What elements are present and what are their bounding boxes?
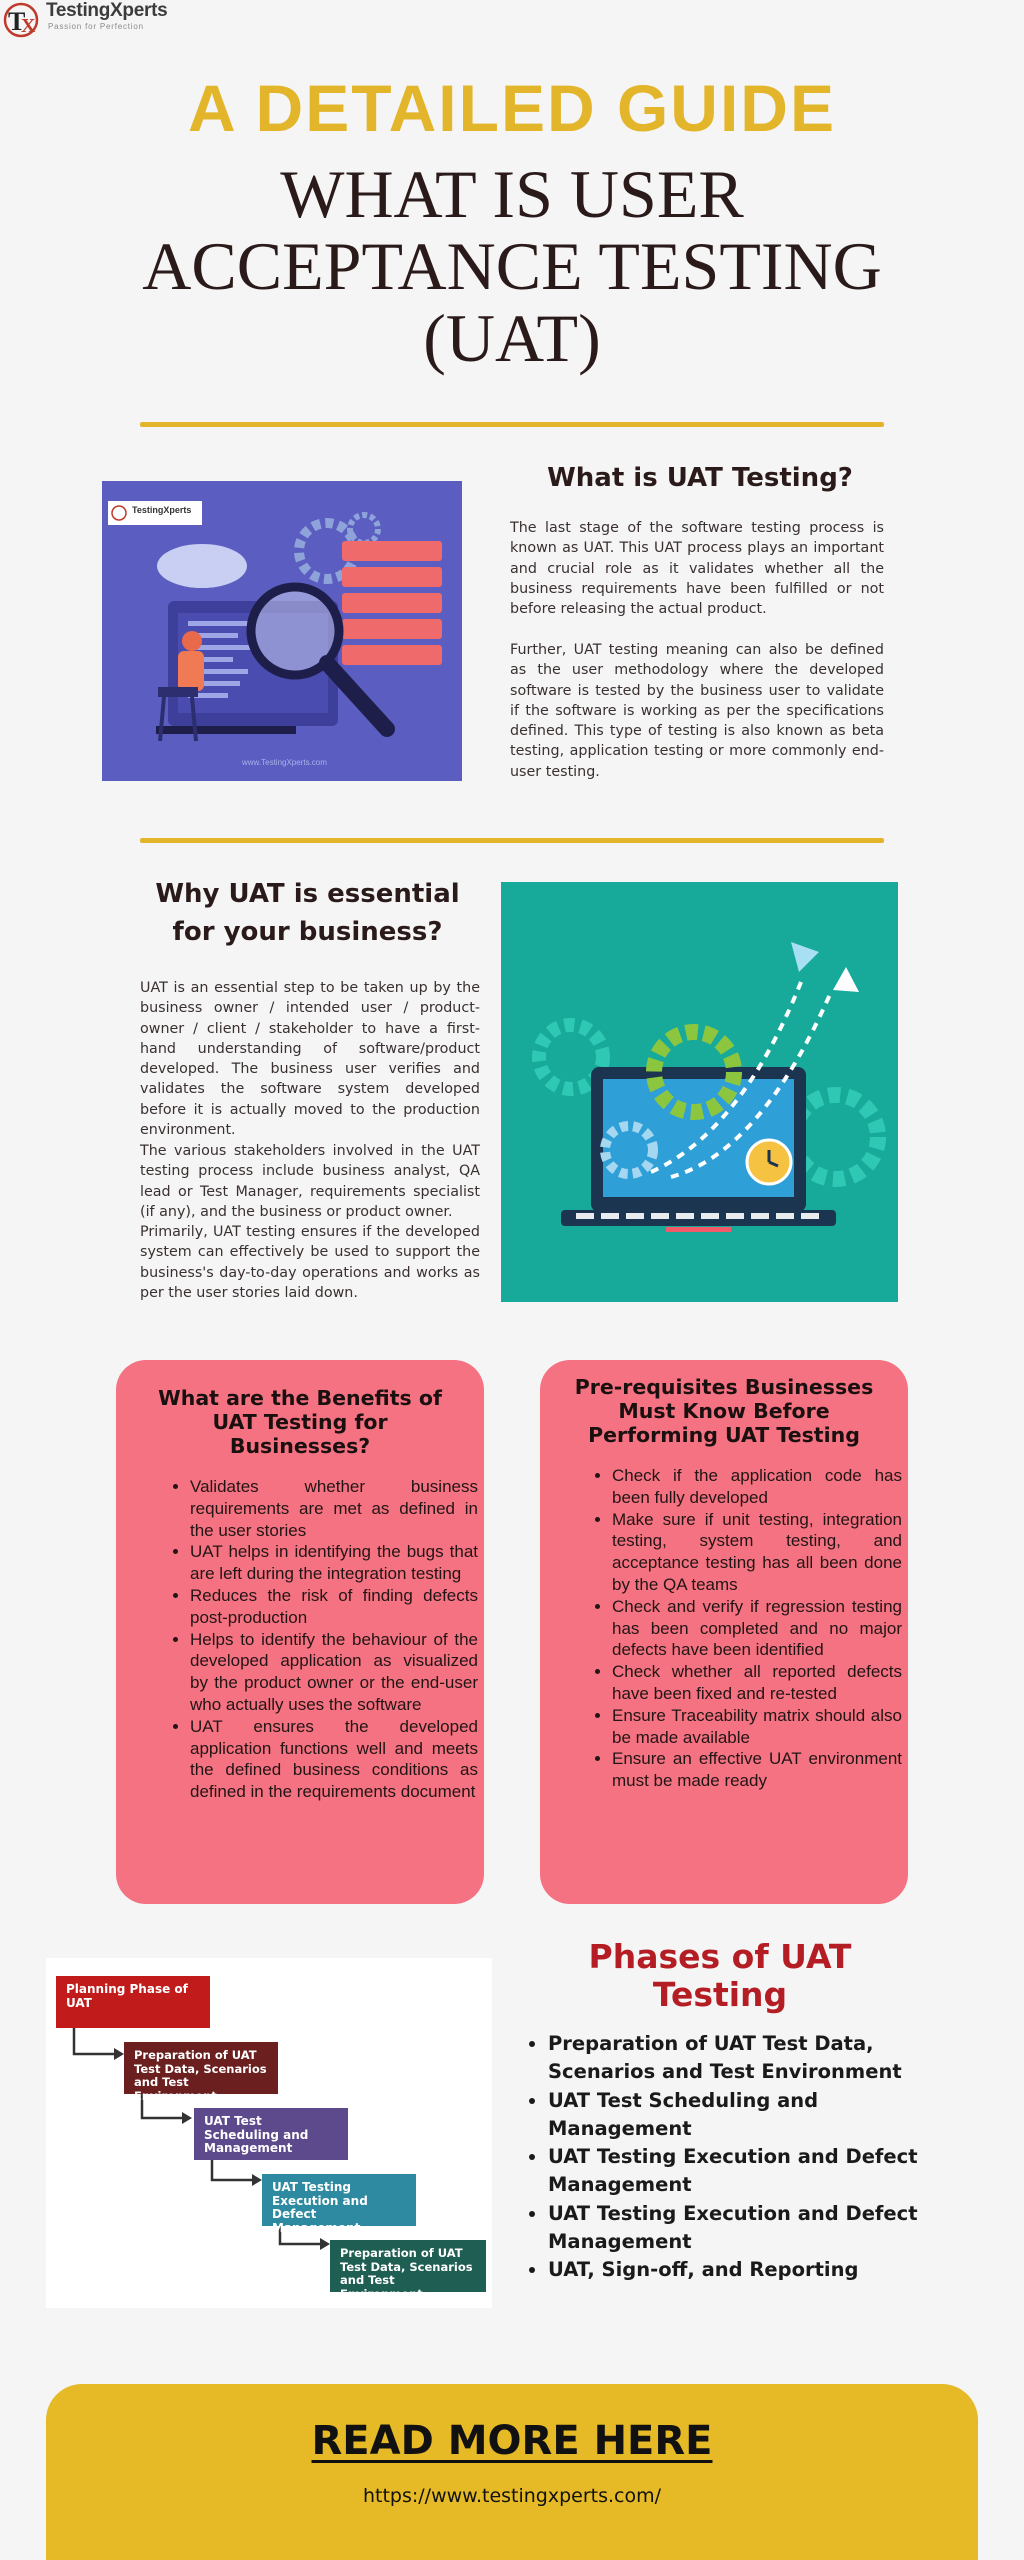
- divider: [140, 422, 884, 427]
- section1-paragraph-2: Further, UAT testing meaning can also be defined as the user methodology where the developed software is tested by the business user to validate if the software is working as per the specifications defined. This type of testing is also known as beta testing, application testing or more commonly end-user testing.: [510, 642, 884, 780]
- logo-tagline: Passion for Perfection: [48, 22, 144, 31]
- list-item: • UAT, Sign-off, and Reporting: [548, 2256, 938, 2284]
- section1-paragraph-1: The last stage of the software testing process is known as UAT. This UAT process plays an important and crucial role as it validates whether all the business requirements have been fulfilled or not before releasing the actual product.: [510, 520, 884, 618]
- list-item: • Preparation of UAT Test Data, Scenarios and Test Environment: [548, 2030, 938, 2087]
- phase-box-2: Preparation of UAT Test Data, Scenarios and Test Environment: [124, 2042, 278, 2094]
- section2-paragraph-3: Primarily, UAT testing ensures if the developed system can effectively be used to support the business's day-to-day operations and works as per the user stories laid down.: [140, 1224, 480, 1301]
- phase-box-5: Preparation of UAT Test Data, Scenarios and Test Environment: [330, 2240, 486, 2292]
- magnifier-laptop-illustration-icon: [102, 481, 462, 781]
- logo-name: TestingXperts: [46, 0, 168, 21]
- prerequisites-heading: Pre-requisites Businesses Must Know Before Performing UAT Testing: [574, 1375, 874, 1447]
- section2-paragraph-1: UAT is an essential step to be taken up by the business owner / intended user / product-owner / client / stakeholder to have a first-hand understanding of software/product developed. The business user verifies and validates the software system developed before it is actually moved to the production environment.: [140, 980, 480, 1139]
- prerequisites-list: [582, 1465, 902, 1792]
- svg-text:X: X: [21, 15, 36, 37]
- list-item: • UAT ensures the developed application functions well and meets the defined business conditions as defined in the requirements document: [190, 1716, 478, 1803]
- list-item: • Reduces the risk of finding defects post-production: [190, 1585, 478, 1629]
- list-item: • Ensure an effective UAT environment must be made ready: [612, 1748, 902, 1792]
- logo-mark-icon: [2, 1, 46, 39]
- read-more-link[interactable]: READ MORE HERE: [311, 2418, 713, 2464]
- list-item: • Ensure Traceability matrix should also be made available: [612, 1705, 902, 1749]
- phase-box-3: UAT Test Scheduling and Management: [194, 2108, 348, 2160]
- phases-heading: Phases of UAT Testing: [588, 1937, 852, 2014]
- section2-heading: Why UAT is essential for your business?: [155, 879, 460, 947]
- list-item: • Make sure if unit testing, integration testing, system testing, and acceptance testing has all been done by the QA teams: [612, 1509, 902, 1596]
- benefits-heading: What are the Benefits of UAT Testing for Businesses?: [158, 1386, 442, 1458]
- list-item: • Check whether all reported defects have been fixed and re-tested: [612, 1661, 902, 1705]
- list-item: • UAT Test Scheduling and Management: [548, 2087, 938, 2144]
- list-item: • UAT Testing Execution and Defect Management: [548, 2200, 938, 2257]
- illustration-logo-text: TestingXperts: [132, 505, 192, 515]
- read-more-url[interactable]: https://www.testingxperts.com/: [362, 2485, 662, 2507]
- list-item: • UAT helps in identifying the bugs that are left during the integration testing: [190, 1541, 478, 1585]
- section1-heading: What is UAT Testing?: [547, 463, 853, 493]
- divider: [140, 838, 884, 843]
- illustration-caption: www.TestingXperts.com: [242, 758, 327, 767]
- list-item: • Check and verify if regression testing has been completed and no major defects have been identified: [612, 1596, 902, 1661]
- page-kicker: A DETAILED GUIDE: [187, 71, 836, 145]
- list-item: • UAT Testing Execution and Defect Management: [548, 2143, 938, 2200]
- page-title: WHAT IS USER ACCEPTANCE TESTING (UAT): [142, 156, 882, 376]
- brand-logo[interactable]: [0, 0, 175, 40]
- phase-box-4: UAT Testing Execution and Defect Management: [262, 2174, 416, 2226]
- phases-list: [520, 2030, 938, 2285]
- svg-text:T: T: [8, 7, 26, 36]
- read-more-banner: [46, 2384, 978, 2560]
- phases-diagram: [46, 1958, 492, 2308]
- list-item: • Check if the application code has been fully developed: [612, 1465, 902, 1509]
- phase-box-1: Planning Phase of UAT: [56, 1976, 210, 2028]
- benefits-list: [160, 1476, 478, 1803]
- list-item: • Helps to identify the behaviour of the developed application as visualized by the product owner or the end-user who actually uses the software: [190, 1629, 478, 1716]
- laptop-gears-illustration: [501, 882, 898, 1302]
- laptop-gears-growth-icon: [501, 882, 898, 1302]
- section2-paragraph-2: The various stakeholders involved in the UAT testing process include business analyst, QA lead or Test Manager, requirements specialist (if any), and the business or product owner.: [140, 1143, 480, 1220]
- list-item: • Validates whether business requirements are met as defined in the user stories: [190, 1476, 478, 1541]
- uat-testing-illustration: [102, 481, 462, 781]
